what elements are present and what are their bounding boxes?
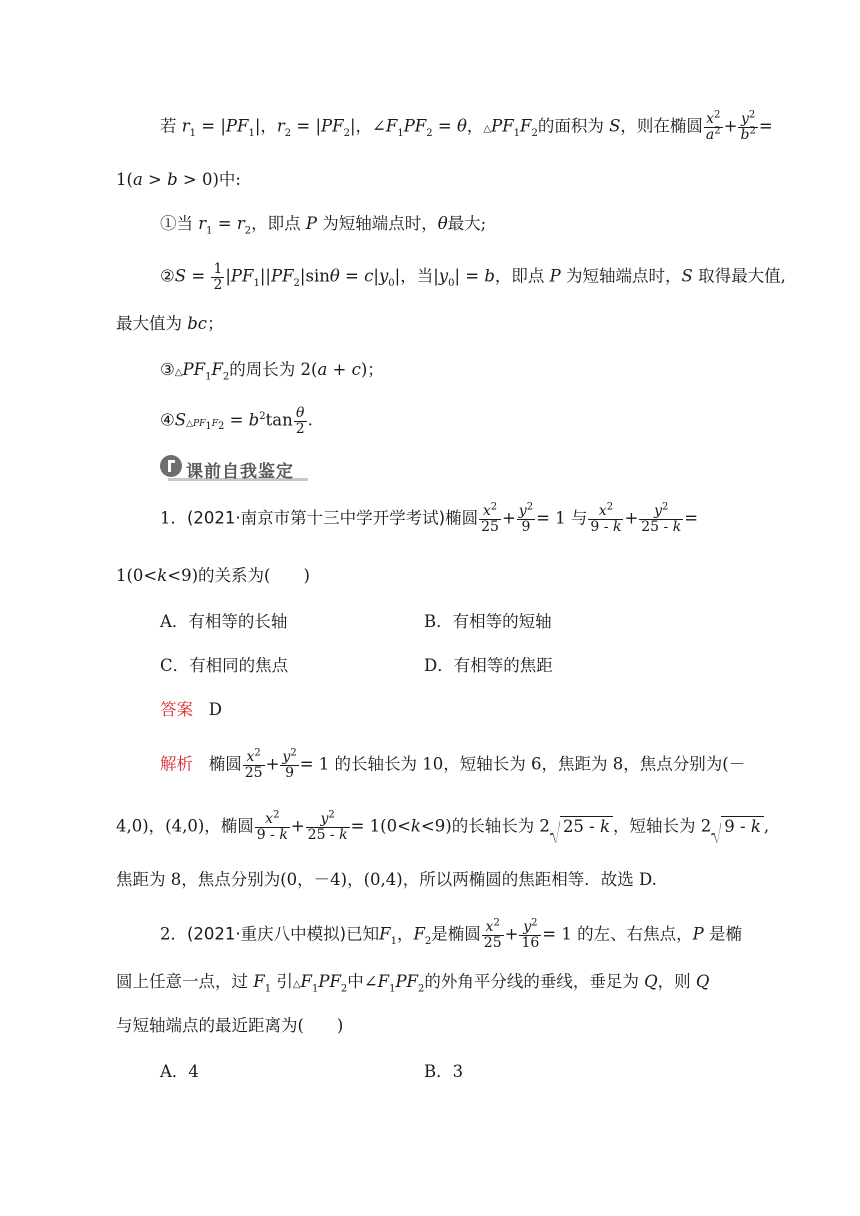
question-number: 1． [160,508,187,528]
q1-analysis-line-3: 焦距为 8，焦点分别为(0，－4)，(0,4)，所以两椭圆的焦距相等．故选 D. [116,870,657,889]
q1-analysis-line-2: 4,0)，(4,0)，椭圆 $\frac{x^2}{9 - k}$ + $\frac{y^2}{25 - k}$ = 1(0<k<9)的长轴长为 2 25 - k ，短轴长为 2 9 - k , [116,809,770,843]
intro-line-1: 若 $r_1 = |PF_1|$，$r_2 = |PF_2|$，$\angle F_1PF_2 = \theta$，$\triangle PF_1F_2$的面积为 S，则在椭圆 $\frac{x^2}{a^2}$ + $\frac{y^2}{b^2}$ = [160,109,773,143]
fraction-x2-a2: $\frac{x^2}{a^2}$ [705,109,721,143]
sqrt-25-k: 25 - k [550,819,613,836]
section-header-label: 课前自我鉴定 [186,462,294,482]
analysis-text: ，短轴长为 2 [613,816,712,836]
fraction-y2-b2: $\frac{y^2}{b^2}$ [740,109,756,143]
intro-line-2: 1(a > b > 0)中: [116,170,241,189]
question-1: 1．(2021·南京市第十三中学开学考试)椭圆 $\frac{x^2}{25}$ + $\frac{y^2}{9}$ = 1 与 $\frac{x^2}{9 - k}$ + $\frac{y^2}{25 - k}$ = [160,501,699,535]
property-text: 取得最大值, [698,266,786,286]
property-text: 的周长为 [229,360,296,379]
q1-option-b[interactable]: B．有相等的短轴 [424,612,552,631]
property-2-line-2: 最大值为 bc； [116,314,224,333]
answer-label: 答案 [160,700,193,719]
question-text: 的关系为( ) [198,566,310,585]
analysis-text: 4,0)，(4,0)，椭圆 [116,816,254,836]
analysis-text: 的长轴长为 10，短轴长为 6，焦距为 8，焦点分别为(－ [334,754,746,774]
question-text: 引 [276,972,293,991]
fraction-y2-25k: $\frac{y^2}{25 - k}$ [307,809,348,843]
q1-analysis: 解析 椭圆 $\frac{x^2}{25}$ + $\frac{y^2}{9}$ = 1 的长轴长为 10，短轴长为 6，焦距为 8，焦点分别为(－ [160,747,746,781]
fraction-x2-25: $\frac{x^2}{25}$ [481,501,499,535]
intro-text: 中: [218,170,241,189]
fraction-x2-9k: $\frac{x^2}{9 - k}$ [590,501,622,535]
property-2: ②S = $\frac{1}{2}$ $|PF_1||PF_2|\sin\theta = c|y_0|$，当$|y_0| = b$，即点 P 为短轴端点时，S 取得最大值, [160,261,786,293]
property-text: 为短轴端点时， [566,266,682,286]
property-text: ，即点 [251,214,301,233]
question-1-line-2: 1(0<k<9)的关系为( ) [116,566,310,585]
question-text: 是椭圆 [431,924,481,944]
q1-option-d[interactable]: D．有相等的焦距 [424,656,553,675]
section-header [160,454,308,480]
fraction-x2-25: $\frac{x^2}{25}$ [483,917,502,951]
fraction-y2-9: $\frac{y^2}{9}$ [282,747,297,781]
fraction-x2-25: $\frac{x^2}{25}$ [244,747,263,781]
property-text: ，当 [400,266,434,286]
property-mark: ④ [160,410,175,430]
fraction-x2-9k: $\frac{x^2}{9 - k}$ [256,809,288,843]
property-4: $④S\triangle PF_1F_2 = b^2\tan$ $\frac{\theta}{2}$ . [160,405,313,437]
property-text: 最大值为 [116,314,182,333]
fraction-y2-9: $\frac{y^2}{9}$ [518,501,534,535]
answer-value: D [208,700,222,719]
fraction-theta-2: $\frac{\theta}{2}$ [295,405,305,437]
question-2-line-2: 圆上任意一点，过 $F_1$ 引$\triangle F_1PF_2$中$\angle F_1PF_2$的外角平分线的垂线，垂足为 Q，则 Q [116,972,710,995]
property-3: $③\triangle PF_1F_2$的周长为 2(a + c)； [160,360,384,383]
analysis-text: 的长轴长为 2 [451,816,550,836]
question-text: 椭圆 [445,508,479,528]
intro-text: 的面积为 [537,116,604,136]
question-text: 与 [570,508,588,528]
q2-option-a[interactable]: A．4 [160,1062,199,1081]
property-mark: ① [160,214,177,233]
property-mark: ② [160,266,175,286]
q1-answer [160,702,222,719]
fraction-one-half: $\frac{1}{2}$ [213,261,223,293]
analysis-label: 解析 [160,754,193,774]
property-text: 为短轴端点时， [322,214,438,233]
sqrt-9-k: 9 - k [711,819,764,836]
question-source: (2021·南京市第十三中学开学考试) [187,508,446,528]
question-text: 的左、右焦点， [577,924,693,944]
intro-text: 若 [160,116,177,136]
question-text: 圆上任意一点，过 [116,972,248,991]
section-icon [160,455,182,477]
property-text: 最大; [447,214,487,233]
question-number: 2． [160,924,187,944]
question-2: 2．(2021·重庆八中模拟)已知$F_1$，$F_2$是椭圆 $\frac{x^2}{25}$ + $\frac{y^2}{16}$ = 1 的左、右焦点，P 是椭 [160,917,742,951]
intro-text: ，则在椭圆 [620,116,703,136]
property-1: ①当 $r_1 = r_2$，即点 P 为短轴端点时，θ最大; [160,214,487,237]
fraction-y2-25k: $\frac{y^2}{25 - k}$ [641,501,682,535]
analysis-text: 椭圆 [208,754,242,774]
property-mark: ③ [160,360,175,379]
q1-option-a[interactable]: A．有相等的长轴 [160,612,288,631]
question-text: 已知 [346,924,380,944]
q1-option-c[interactable]: C．有相同的焦点 [160,656,289,675]
question-text: ，则 [657,972,691,991]
fraction-y2-16: $\frac{y^2}{16}$ [521,917,540,951]
property-text: ，即点 [494,266,545,286]
property-text: 当 [176,214,193,233]
q2-option-b[interactable]: B．3 [424,1062,464,1081]
question-source: (2021·重庆八中模拟) [187,924,347,944]
question-text: 是椭 [708,924,742,944]
question-2-line-3: 与短轴端点的最近距离为( ) [116,1016,344,1035]
question-text: 中 [347,972,364,991]
question-text: 的外角平分线的垂线，垂足为 [424,972,639,991]
